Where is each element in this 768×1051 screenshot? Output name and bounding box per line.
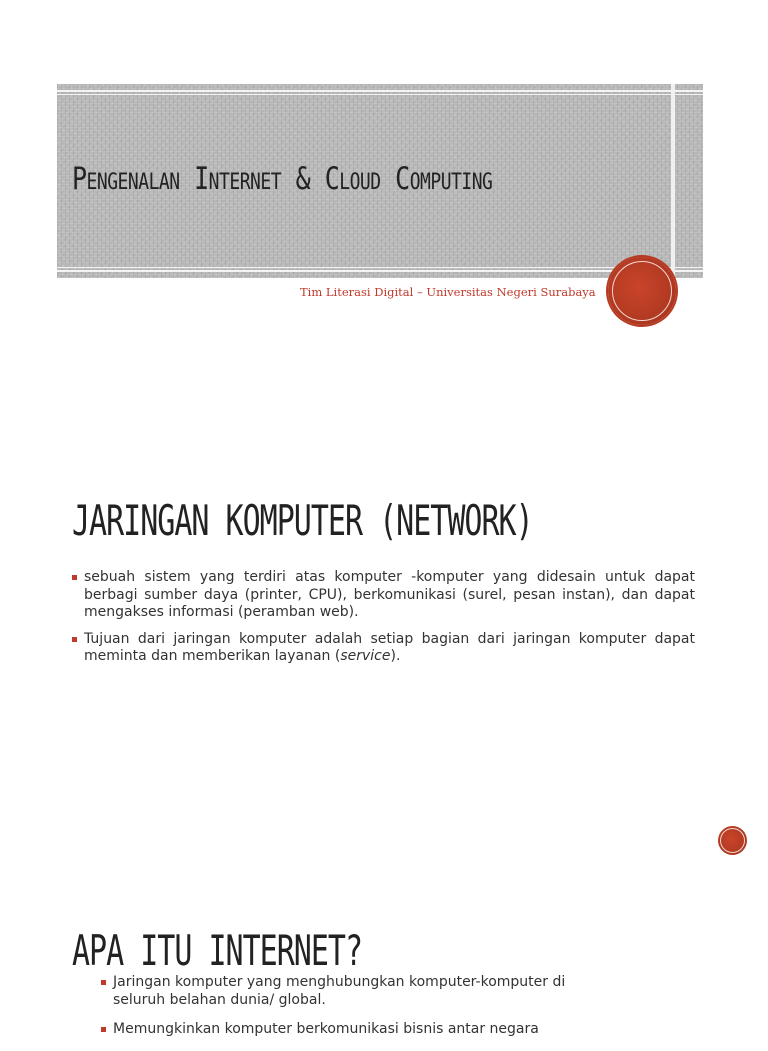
slide2-bullet-list bbox=[72, 569, 695, 675]
bullet-icon bbox=[101, 1027, 106, 1032]
bullet-icon bbox=[72, 637, 77, 642]
band-divider bbox=[57, 90, 703, 92]
bullet-text: sebuah sistem yang terdiri atas komputer -komputer yang didesain untuk dapat berbagi sumber daya (printer, CPU), berkomunikasi (surel, pesan instan), dan dapat mengakses informasi (peramban web). bbox=[84, 569, 695, 620]
bullet-icon bbox=[101, 980, 106, 985]
bullet-text: Jaringan komputer yang menghubungkan komputer-komputer di seluruh belahan dunia/ global. bbox=[113, 974, 566, 1008]
slide2-title: JARINGAN KOMPUTER (NETWORK) bbox=[72, 497, 533, 546]
bullet-text-italic: service bbox=[340, 648, 391, 664]
band-divider bbox=[57, 267, 703, 268]
decorative-circle bbox=[608, 257, 676, 325]
bullet-text: Memungkinkan komputer berkomunikasi bisnis antar negara bbox=[113, 1021, 539, 1037]
bullet-text-end: ). bbox=[390, 648, 401, 664]
band-divider bbox=[57, 94, 703, 95]
list-item bbox=[101, 974, 621, 1009]
decorative-circle-small bbox=[718, 826, 747, 855]
bullet-icon bbox=[72, 575, 77, 580]
list-item bbox=[72, 631, 695, 666]
band-divider bbox=[57, 270, 703, 272]
list-item bbox=[72, 569, 695, 622]
slide1-subtitle: Tim Literasi Digital – Universitas Negeri Surabaya bbox=[300, 285, 596, 299]
bullet-text: Tujuan dari jaringan komputer adalah setiap bagian dari jaringan komputer dapat meminta dan memberikan layanan ( bbox=[84, 630, 695, 664]
slide3-bullet-list bbox=[101, 974, 621, 1051]
slide1-title: Pengenalan Internet & Cloud Computing bbox=[72, 160, 493, 197]
slide3-title: APA ITU INTERNET? bbox=[72, 927, 363, 976]
